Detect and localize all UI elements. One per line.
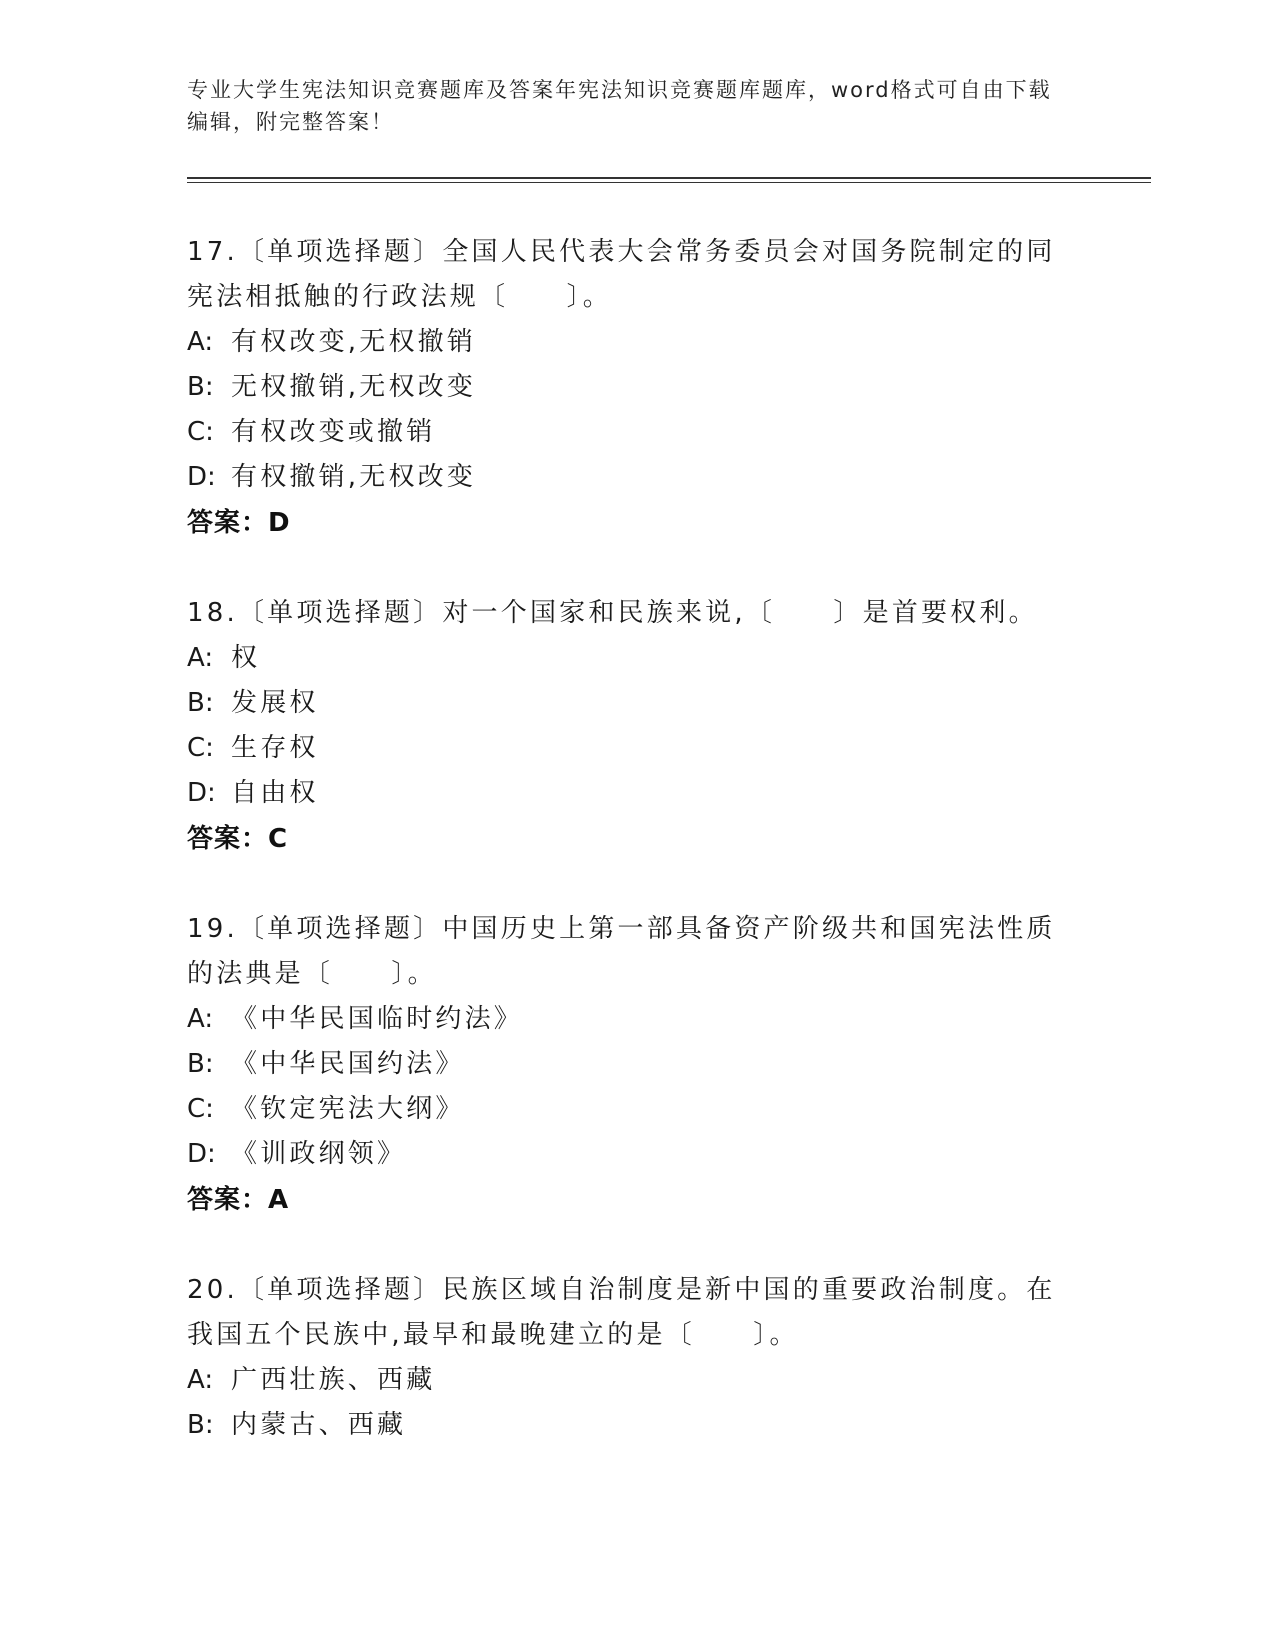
option-text: 《钦定宪法大纲》 (231, 1094, 465, 1124)
question-17 (187, 230, 1147, 546)
option-letter: B: (187, 372, 214, 402)
option-a (187, 636, 1147, 681)
option-letter: C: (187, 417, 214, 447)
option-letter: C: (187, 1094, 214, 1124)
answer-line: 答案：A (187, 1185, 290, 1215)
option-d (187, 1132, 1147, 1177)
option-text: 权 (231, 643, 261, 673)
option-text: 广西壮族、西藏 (231, 1365, 436, 1395)
option-text: 自由权 (231, 778, 319, 808)
option-letter: D: (187, 778, 216, 808)
question-18 (187, 591, 1147, 862)
option-letter: A: (187, 1365, 214, 1395)
option-a (187, 320, 1147, 365)
option-letter: A: (187, 327, 214, 357)
option-text: 《训政纲领》 (231, 1139, 407, 1169)
option-b (187, 365, 1147, 410)
question-20 (187, 1268, 1147, 1448)
option-letter: B: (187, 1410, 214, 1440)
option-a (187, 1358, 1147, 1403)
option-a (187, 997, 1147, 1042)
option-text: 《中华民国临时约法》 (231, 1004, 524, 1034)
option-letter: B: (187, 1049, 214, 1079)
question-stem: 19.〔单项选择题〕中国历史上第一部具备资产阶级共和国宪法性质的法典是〔 〕。 (187, 914, 1056, 989)
option-c (187, 726, 1147, 771)
option-c (187, 1087, 1147, 1132)
option-d (187, 771, 1147, 816)
question-stem: 18.〔单项选择题〕对一个国家和民族来说,〔 〕是首要权利。 (187, 598, 1038, 628)
option-c (187, 410, 1147, 455)
option-letter: A: (187, 1004, 214, 1034)
option-letter: B: (187, 688, 214, 718)
answer-line: 答案：C (187, 824, 289, 854)
question-stem: 20.〔单项选择题〕民族区域自治制度是新中国的重要政治制度。在我国五个民族中,最早和最晚建立的是〔 〕。 (187, 1275, 1056, 1350)
question-list (187, 230, 1147, 1493)
option-text: 无权撤销,无权改变 (231, 372, 477, 402)
option-b (187, 1403, 1147, 1448)
answer-line: 答案：D (187, 508, 291, 538)
option-d (187, 455, 1147, 500)
option-text: 有权改变或撤销 (231, 417, 436, 447)
option-letter: D: (187, 462, 216, 492)
option-text: 有权撤销,无权改变 (231, 462, 477, 492)
option-letter: C: (187, 733, 214, 763)
document-header: 专业大学生宪法知识竞赛题库及答案年宪法知识竞赛题库题库，word格式可自由下载编辑，附完整答案！ (187, 78, 1052, 134)
option-b (187, 681, 1147, 726)
option-text: 发展权 (231, 688, 319, 718)
question-19 (187, 907, 1147, 1223)
header-divider-thick (187, 177, 1151, 179)
option-text: 《中华民国约法》 (231, 1049, 465, 1079)
header-divider-thin (187, 182, 1151, 183)
option-letter: D: (187, 1139, 216, 1169)
option-b (187, 1042, 1147, 1087)
option-text: 有权改变,无权撤销 (231, 327, 477, 357)
option-text: 生存权 (231, 733, 319, 763)
option-text: 内蒙古、西藏 (231, 1410, 407, 1440)
option-letter: A: (187, 643, 214, 673)
question-stem: 17.〔单项选择题〕全国人民代表大会常务委员会对国务院制定的同宪法相抵触的行政法规〔 〕。 (187, 237, 1056, 312)
